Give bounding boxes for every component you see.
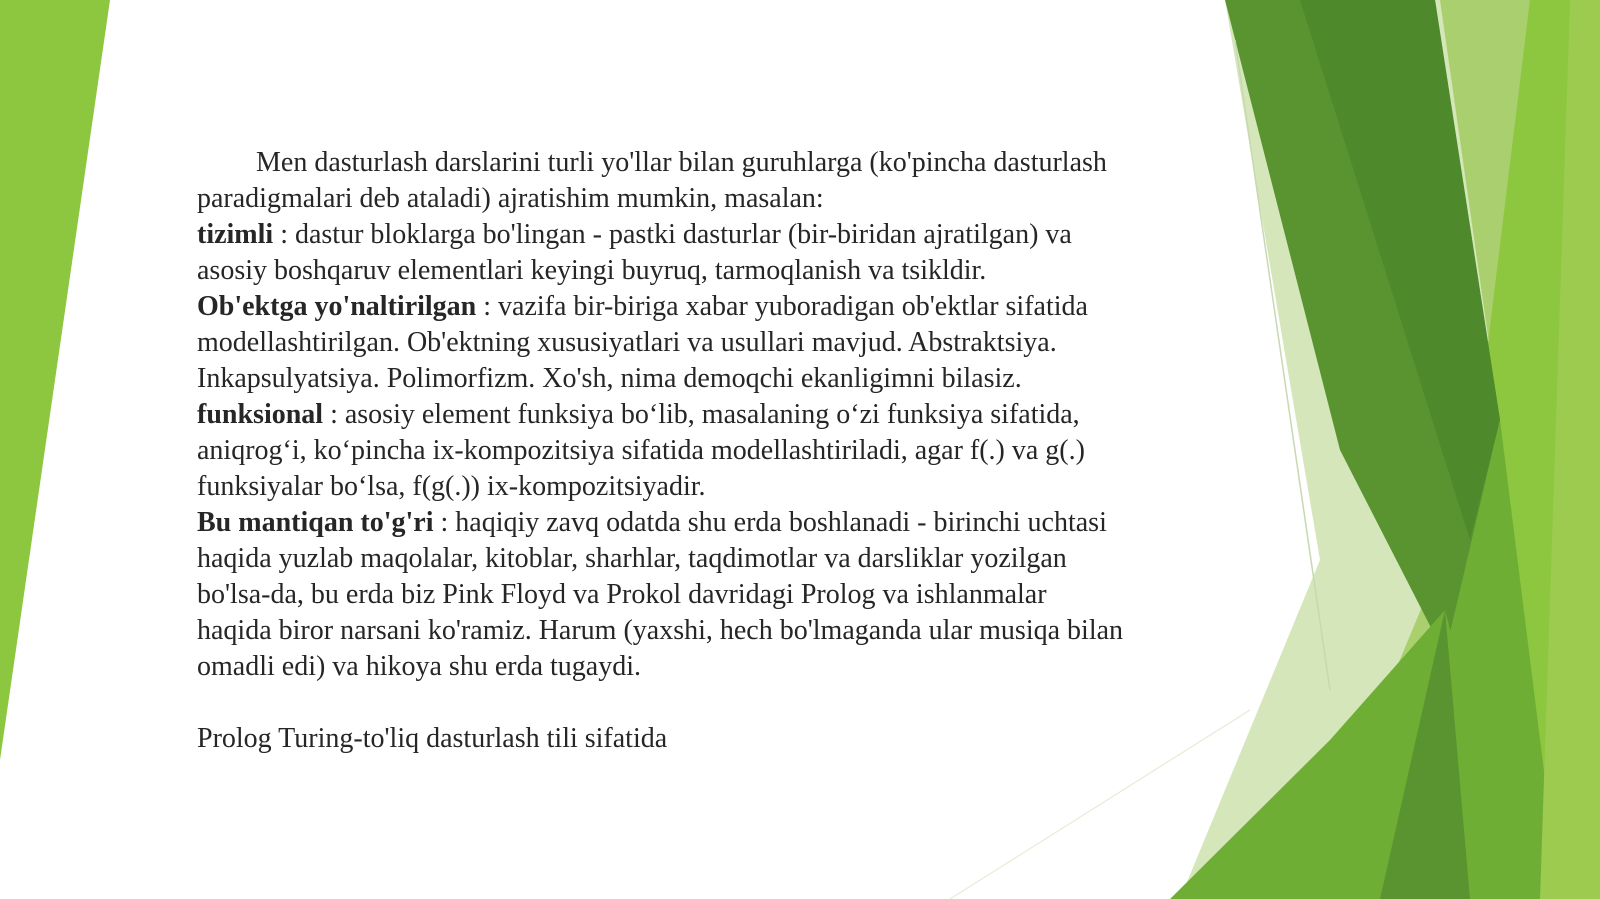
paradigm-description: : haqiqiy zavq odatda shu erda boshlanadi - birinchi uchtasi haqida yuzlab maqolalar, kitoblar, sharhlar, taqdimotlar va darsliklar yozilgan bo'lsa-da, bu erda biz Pink Floyd va Prokol davridagi Prolog va ishlanmalar haqida biror narsani ko'ramiz. Harum (yaxshi, hech bo'lmaganda ular musiqa bilan omadli edi) va hikoya shu erda tugaydi. <box>197 507 1124 682</box>
left-green-strip <box>0 0 110 760</box>
paradigm-item <box>197 217 1127 289</box>
paradigm-description: : dastur bloklarga bo'lingan - pastki dasturlar (bir-biridan ajratilgan) va asosiy boshqaruv elementlari keyingi buyruq, tarmoqlanish va tsikldir. <box>197 219 1072 286</box>
paradigm-item <box>197 289 1127 397</box>
paradigm-description: : vazifa bir-biriga xabar yuboradigan ob'ektlar sifatida modellashtirilgan. Ob'ektning xususiyatlari va usullari mavjud. Abstraktsiya. Inkapsulyatsiya. Polimorfizm. Xo'sh, nima demoqchi ekanligimni bilasiz. <box>197 291 1088 394</box>
paradigm-term: Bu mantiqan to'g'ri <box>197 507 434 538</box>
paradigm-term: Ob'ektga yo'naltirilgan <box>197 291 477 322</box>
slide-body-text <box>197 145 1127 757</box>
paradigm-item <box>197 397 1127 505</box>
closing-line: Prolog Turing-to'liq dasturlash tili sifatida <box>197 723 668 754</box>
paradigm-item <box>197 505 1127 685</box>
intro-text: Men dasturlash darslarini turli yo'llar bilan guruhlarga (ko'pincha dasturlash paradigmalari deb ataladi) ajratishim mumkin, masalan: <box>197 147 1107 214</box>
paradigm-term: funksional <box>197 399 324 430</box>
blank-line <box>197 685 1127 721</box>
paradigm-term: tizimli <box>197 219 274 250</box>
intro-paragraph <box>197 145 1127 217</box>
paradigm-description: : asosiy element funksiya bo‘lib, masalaning o‘zi funksiya sifatida, aniqrog‘i, ko‘pincha ix-kompozitsiya sifatida modellashtiriladi, agar f(.) va g(.) funksiyalar bo‘lsa, f(g(.)) ix-kompozitsiyadir. <box>197 399 1085 502</box>
